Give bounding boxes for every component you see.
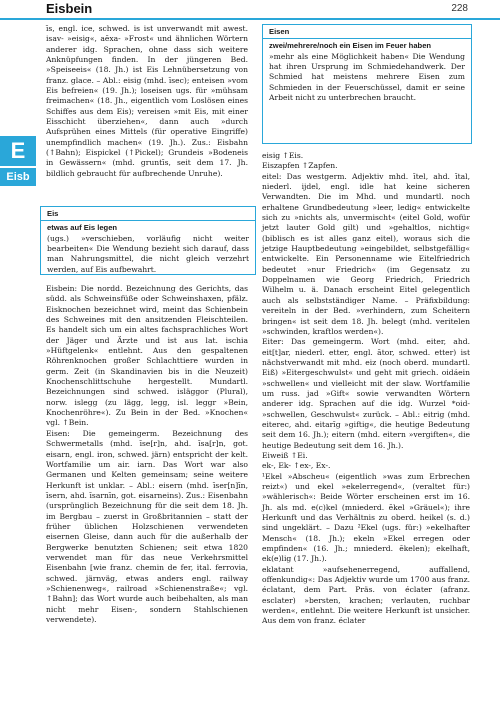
idiom-box-title: Eis (41, 207, 255, 221)
idiom-explanation: (ugs.) »verschieben, vorläufig nicht weiter bearbeiten« Die Wendung bezieht sich darauf, dass man Nahrungsmittel, die nicht gleich verzehrt werden, auf Eis aufbewahrt. (47, 233, 249, 274)
entry-paragraph: īs, engl. ice, schwed. is ist unverwandt mit awest. isav- »eisig«, aēxa- »Frost« und ähnlichen Wörtern anderer idg. Sprachen, ohne dass sich weitere Anknüpfungen finden. In der jüngeren Bed. »Speiseeis« (18. Jh.) ist Eis Lehnübersetzung von franz. glace. – Abl.: eisig (mhd. īsec); enteisen »vom Eis befreien« (19. Jh.); loseisen ugs. für »mühsam freimachen« (18. Jh., eigentlich vom Loslösen eines Schiffes aus dem Eis); vereisen »mit Eis, mit einer Eisschicht überziehen«, dann auch »durch Aufsprühen eines Mittels (für operative Eingriffe) unempfindlich machen« (19. Jh.). Zus.: Eisbahn (↑Bahn); Eispickel (↑Pickel); Grundeis »Bodeneis in Gewässern« (mhd. gruntīs, seit dem 17. Jh. bildlich gebraucht für aufbrechende Unruhe). (46, 24, 248, 178)
idiom-box-body (41, 221, 255, 278)
thumb-index-word: Eisb (0, 168, 36, 186)
entry-eiszapfen: Eiszapfen ↑Zapfen. (262, 161, 338, 171)
entry-eiter: Eiter: Das gemeingerm. Wort (mhd. eiter, ahd. eit[t]ar, niederl. etter, engl. ātor, schwed. etter) ist nächstverwandt mit mhd. eiz (noch oberd. mundartl. Eiß) »Eitergeschwulst« und geht mit griech. oidáein »schwellen« und vielleicht mit der slaw. Wortfamilie um russ. jad »Gift« sowie verwandten Wörtern anderer idg. Sprachen auf die idg. Wurzel *oid- »schwellen, Geschwulst« zurück. – Abl.: eitrig (mhd. eiterec, ahd. eitarīg »giftig«, die heutige Bedeutung seit dem 16. Jh.); eitern (mhd. eitern »vergiften«, die heutige Bedeutung seit dem 16. Jh.). (262, 337, 470, 450)
running-headword: Eisbein (46, 1, 93, 16)
idiom-phrase: etwas auf Eis legen (47, 223, 118, 233)
right-column (262, 151, 470, 627)
page-header (0, 0, 500, 20)
idiom-explanation: »mehr als eine Möglichkeit haben« Die Wendung hat ihren Ursprung im Schmiedehandwerk. Der Schmied hat meistens mehrere Eisen zum Schmieden in der Feuerschüssel, damit er seine Arbeit nicht zu unterbrechen braucht. (269, 51, 465, 103)
thumb-index-letter[interactable]: E (0, 136, 36, 166)
entry-eisig: eisig ↑Eis. (262, 151, 304, 160)
entry-eisen: Eisen: Die gemeingerm. Bezeichnung des Schwermetalls (mhd. īse[r]n, ahd. īsa[r]n, got. eisarn, engl. iron, schwed. järn) entspricht der kelt. Wortfamilie um air. iarn. Das Wort war also Germanen und Kelten gemeinsam; seine weitere Herkunft ist unklar. – Abl.: eisern (mhd. īser[n]īn, īsern, ahd. īsarnīn, got. eisarneins). Zus.: Eisenbahn (ursprünglich Bezeichnung für die seit dem 18. Jh. im Bergbau – zuerst in Großbritannien – statt der früher üblichen Holzschienen verwendeten eisernen Gleise, dann auch für die außerhalb der Bergwerke benutzten Schienen; seit etwa 1820 verwendet man für das neue Verkehrsmittel Eisenbahn [wie franz. chemin de fer, ital. ferrovia, schwed. järnväg, etwas anders engl. railway »Schienenweg«, railroad »Schienenstraße«; vgl. ↑Bahn]; das Wort wurde auch beibehalten, als man nicht mehr Eisen-, sondern Stahlschienen verwendete). (46, 428, 248, 624)
entry-eklatant: eklatant »aufsehenerregend, auffallend, offenkundig«: Das Adjektiv wurde um 1700 aus franz. éclatant, dem Part. Präs. von éclater (afranz. esclater) »bersten, krachen; verlauten, ruchbar werden«, entlehnt. Die weitere Herkunft ist unsicher. Aus dem von franz. éclater (262, 564, 470, 626)
left-column-bottom (46, 284, 248, 625)
idiom-box-eisen (262, 24, 472, 144)
idiom-box-title: Eisen (263, 25, 471, 39)
entry-eiweiss: Eiweiß ↑Ei. (262, 450, 308, 460)
idiom-phrase: zwei/mehrere/noch ein Eisen im Feuer haben (269, 41, 432, 51)
page-number: 228 (451, 3, 468, 14)
entry-eisbein: Eisbein: Die nordd. Bezeichnung des Gerichts, das südd. als Schweinsfüße oder Schweinshaxen, pfälz. Eisknochen bezeichnet wird, meint das Schienbein des Schweines mit den ansitzenden Fleischteilen. Es handelt sich um ein altes fachsprachliches Wort der Jäger und Ärzte und ist aus lat. ischia »Hüftgelenk« entlehnt. Aus den gespaltenen Röhrenknochen großer Schlachttiere wurden in germ. Zeit (in Skandinavien bis in die Neuzeit) Knochenschlittschuhe hergestellt. Mundartl. Bezeichnungen sind schwed. isläggor (Plural), norw. islegg (zu lägg, legg, isl. leggr »Bein, Knochenröhre«). Zu Bein in der Bed. »Knochen« vgl. ↑Bein. (46, 284, 248, 428)
left-column-top (46, 24, 248, 179)
entry-ekel: ¹Ekel »Abscheu« (eigentlich »was zum Erbrechen reizt«) und ekel »ekelerregend«, (veraltet für:) »wählerisch«: Beide Wörter erscheinen erst im 16. Jh. als md. e(c)kel (mniederd. ēkel »Gräuel«); ihre Herkunft und das Verhältnis zu oberd. heikel (s. d.) sind ungeklärt. – Dazu ²Ekel (ugs. für:) »ekelhafter Mensch« (18. Jh.); ekeln »Ekel erregen oder empfinden« (16. Jh.; mniederd. ēkelen); ekelhaft, ek(e)lig (17. Jh.). (262, 471, 470, 564)
idiom-box-body (263, 39, 471, 106)
entry-ek: ek-, Ek- ↑ex-, Ex-. (262, 461, 331, 471)
idiom-box-eis (40, 206, 256, 275)
entry-eitel: eitel: Das westgerm. Adjektiv mhd. ītel, ahd. ītal, niederl. ijdel, engl. idle hat keine sicheren Verwandten. Die im Mhd. und mundartl. noch erhaltene Grundbedeutung »leer, ledig« entwickelte sich zu »nichts als, unvermischt« (eitel Gold, wofür jetzt lauter Gold gilt) und »gehaltlos, nichtig« (biblisch es ist alles ganz eitel), woraus sich die jetzige Hauptbedeutung »eingebildet, selbstgefällig« entwickelte. Ein Personenname wie Eitelfriedrich bedeutet »nur Friedrich« (im Gegensatz zu Doppelnamen wie Georg Friedrich, Friedrich Wilhelm u. ä. Danach erscheint Eitel gelegentlich auch als selbstständiger Name. – Präfixbildung: vereiteln in der Bed. »verhindern, zum Scheitern bringen« ist seit dem 18. Jh. belegt (mhd. veritelen »schwinden, kraftlos werden«). (262, 171, 470, 336)
